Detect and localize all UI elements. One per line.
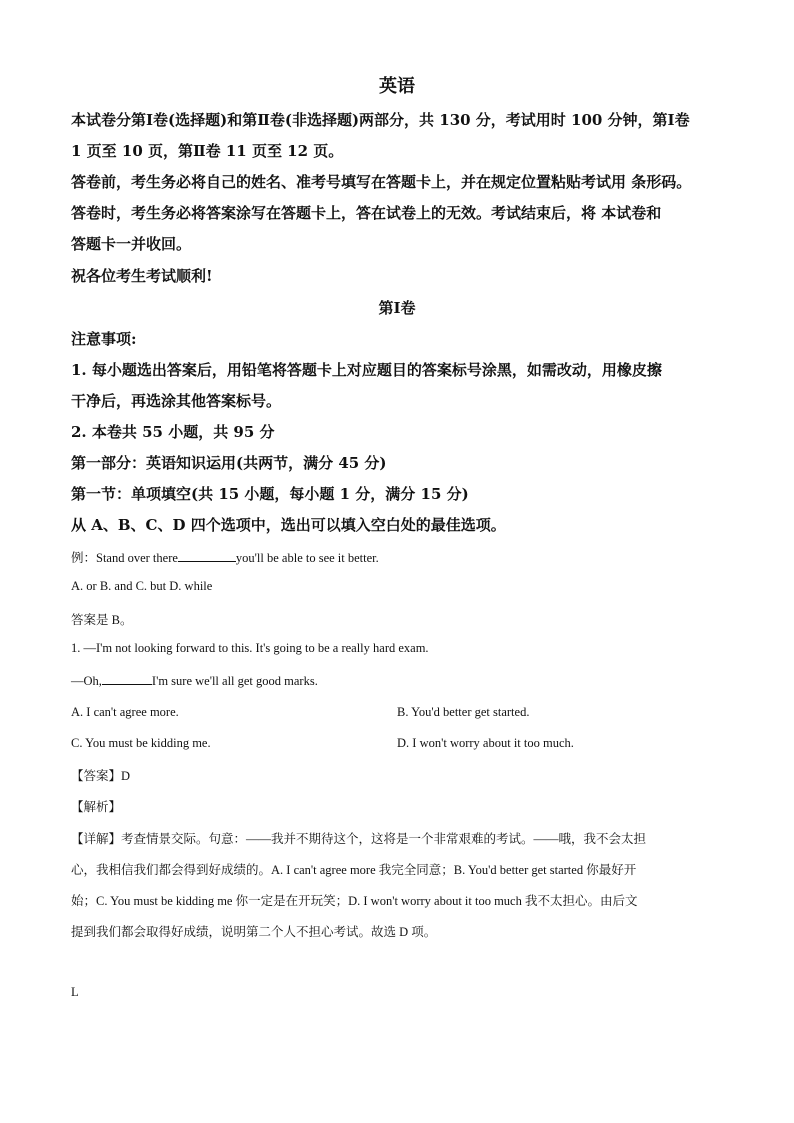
detail-line-2: 心，我相信我们都会得到好成绩的。A. I can't agree more 我完全同意；B. You'd better get started 你最好开	[71, 863, 637, 877]
example-options: A. or B. and C. but D. while	[71, 579, 213, 593]
answer-blank	[102, 672, 152, 685]
analysis-label: 【解析】	[71, 800, 122, 814]
question-1-line-2	[71, 672, 318, 689]
option-a: A. I can't agree more.	[71, 705, 179, 719]
part-1-heading: 第一部分：英语知识运用(共两节，满分 45 分)	[71, 454, 387, 472]
page-title: 英语	[379, 76, 415, 97]
option-d: D. I won't worry about it too much.	[397, 736, 574, 750]
answer-blank	[178, 549, 236, 562]
intro-line-4: 答卷时，考生务必将答案涂写在答题卡上，答在试卷上的无效。考试结束后，将 本试卷和	[71, 204, 662, 222]
trailing-character: L	[71, 985, 79, 999]
detail-line-4: 提到我们都会取得好成绩，说明第二个人不担心考试。故选 D 项。	[71, 925, 437, 939]
example-prompt-before: 例：Stand over there	[71, 551, 178, 565]
answer-label: 【答案】	[71, 769, 122, 783]
intro-line-1: 本试卷分第Ⅰ卷(选择题)和第Ⅱ卷(非选择题)两部分，共 130 分，考试用时 100 分钟，第Ⅰ卷	[71, 111, 690, 129]
section-title: 第Ⅰ卷	[378, 299, 416, 317]
note-1: 1. 每小题选出答案后，用铅笔将答题卡上对应题目的答案标号涂黑，如需改动，用橡皮擦	[71, 361, 662, 379]
notes-heading: 注意事项:	[71, 330, 137, 348]
answer-line	[71, 766, 130, 784]
answer-value: D	[121, 769, 131, 783]
intro-line-5: 答题卡一并收回。	[71, 235, 192, 253]
question-1-line-1: 1. —I'm not looking forward to this. It's going to be a really hard exam.	[71, 641, 429, 655]
note-2: 2. 本卷共 55 小题，共 95 分	[71, 423, 275, 441]
detail-line-3: 始；C. You must be kidding me 你一定是在开玩笑；D. I won't worry about it too much 我不太担心。由后文	[71, 894, 638, 908]
section-1-heading: 第一节：单项填空(共 15 小题，每小题 1 分，满分 15 分)	[71, 485, 469, 503]
example-answer: 答案是 B。	[71, 613, 133, 627]
question-1-line-2-before: —Oh,	[71, 674, 102, 688]
instructions: 从 A、B、C、D 四个选项中，选出可以填入空白处的最佳选项。	[71, 516, 506, 534]
note-1-cont: 干净后，再选涂其他答案标号。	[71, 392, 282, 410]
intro-line-3: 答卷前，考生务必将自己的姓名、准考号填写在答题卡上，并在规定位置粘贴考试用 条形码。	[71, 173, 692, 191]
option-c: C. You must be kidding me.	[71, 736, 211, 750]
option-b: B. You'd better get started.	[397, 705, 530, 719]
intro-line-2: 1 页至 10 页，第Ⅱ卷 11 页至 12 页。	[71, 142, 344, 160]
example-prompt-after: you'll be able to see it better.	[235, 551, 379, 565]
question-1-line-2-after: I'm sure we'll all get good marks.	[151, 674, 318, 688]
example-prompt	[71, 548, 379, 566]
intro-line-6: 祝各位考生考试顺利!	[71, 267, 213, 285]
detail-line-1: 【详解】考查情景交际。句意：——我并不期待这个，这将是一个非常艰难的考试。——哦，我不会太担	[71, 832, 647, 846]
